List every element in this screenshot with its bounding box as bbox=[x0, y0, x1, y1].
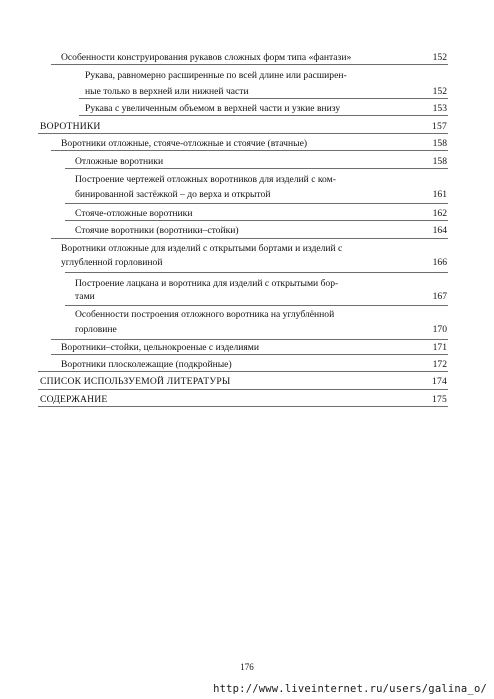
toc-entry-title: СПИСОК ИСПОЛЬЗУЕМОЙ ЛИТЕРАТУРЫ bbox=[40, 376, 231, 387]
toc-entry-page: 158 bbox=[432, 138, 447, 149]
toc-entry-page: 171 bbox=[432, 342, 447, 353]
toc-entry-title: бинированной застёжкой – до верха и открытой bbox=[75, 189, 271, 200]
toc-entry-title: Воротники–стойки, цельнокроеные с изделиями bbox=[61, 342, 260, 353]
toc-entry-title: Особенности построения отложного воротника на углублённой bbox=[75, 309, 335, 320]
toc-rule bbox=[38, 389, 448, 390]
toc-entry-title: углубленной горловиной bbox=[61, 257, 163, 268]
toc-entry-title: Воротники отложные для изделий с открытыми бортами и изделий с bbox=[61, 243, 343, 254]
toc-entry-title: Рукава, равномерно расширенные по всей длине или расширен- bbox=[85, 70, 347, 81]
toc-entry-page: 152 bbox=[432, 52, 447, 63]
toc-rule bbox=[65, 272, 448, 273]
page-number: 176 bbox=[240, 662, 254, 672]
toc-rule bbox=[38, 371, 448, 372]
toc-entry-page: 162 bbox=[432, 208, 447, 219]
toc-entry-title: Воротники плосколежащие (подкройные) bbox=[61, 359, 232, 370]
toc-entry-title: Особенности конструирования рукавов сложных форм типа «фантази» bbox=[61, 52, 352, 63]
toc-rule bbox=[79, 115, 448, 116]
toc-entry-page: 175 bbox=[432, 394, 447, 405]
toc-entry-page: 153 bbox=[432, 103, 447, 114]
toc-entry-title: Отложные воротники bbox=[75, 156, 164, 167]
toc-entry-page: 157 bbox=[432, 121, 447, 132]
toc-rule bbox=[65, 305, 448, 306]
watermark-url: http://www.liveinternet.ru/users/galina_o/ bbox=[213, 683, 487, 695]
toc-entry-page: 174 bbox=[432, 376, 447, 387]
toc-rule bbox=[51, 339, 448, 340]
toc-entry-page: 152 bbox=[432, 86, 447, 97]
toc-entry-title: ВОРОТНИКИ bbox=[40, 121, 101, 132]
toc-entry-title: тами bbox=[75, 291, 95, 302]
toc-entry-title: Построение лацкана и воротника для изделий с открытыми бор- bbox=[75, 278, 339, 289]
toc-rule bbox=[51, 354, 448, 355]
toc-entry-title: горловине bbox=[75, 324, 117, 335]
toc-entry-title: Стояче-отложные воротники bbox=[75, 208, 193, 219]
toc-rule bbox=[38, 406, 448, 407]
toc-entry-title: Рукава с увеличенным объемом в верхней части и узкие внизу bbox=[85, 103, 341, 114]
toc-entry-page: 158 bbox=[432, 156, 447, 167]
toc-rule bbox=[51, 150, 448, 151]
toc-entry-page: 161 bbox=[432, 189, 447, 200]
toc-rule bbox=[51, 238, 448, 239]
toc-entry-page: 164 bbox=[432, 225, 447, 236]
toc-rule bbox=[51, 64, 448, 65]
toc-rule bbox=[65, 220, 448, 221]
toc-entry-page: 166 bbox=[432, 257, 447, 268]
toc-entry-page: 170 bbox=[432, 324, 447, 335]
toc-entry-title: ные только в верхней или нижней части bbox=[85, 86, 249, 97]
toc-entry-page: 172 bbox=[432, 359, 447, 370]
toc-entry-page: 167 bbox=[432, 291, 447, 302]
toc-rule bbox=[38, 133, 448, 134]
toc-entry-title: Воротники отложные, стояче-отложные и стоячие (втачные) bbox=[61, 138, 308, 149]
toc-entry-title: СОДЕРЖАНИЕ bbox=[40, 394, 108, 405]
toc-entry-title: Стоячие воротники (воротники–стойки) bbox=[75, 225, 239, 236]
toc-rule bbox=[79, 98, 448, 99]
toc-entry-title: Построение чертежей отложных воротников для изделий с ком- bbox=[75, 174, 336, 185]
toc-rule bbox=[65, 168, 448, 169]
toc-rule bbox=[65, 203, 448, 204]
